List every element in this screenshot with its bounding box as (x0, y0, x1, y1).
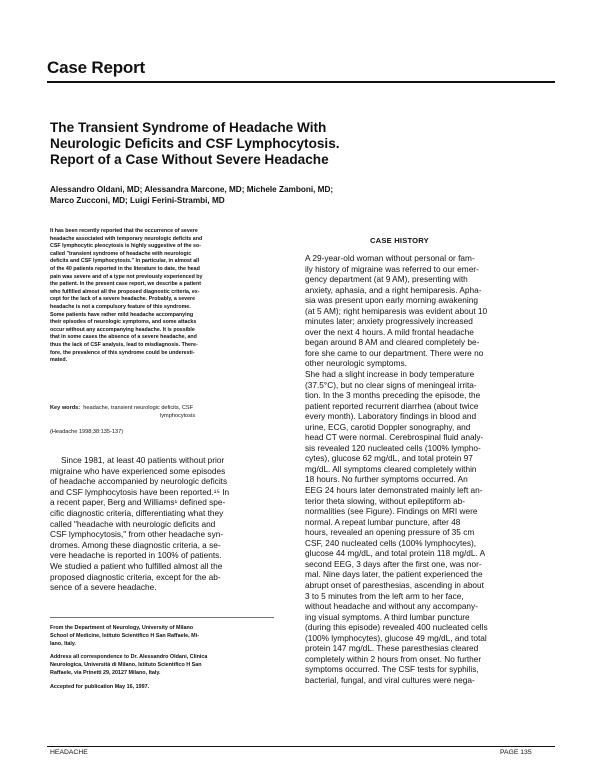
abstract-line: headache associated with temporary neurologic deficits and (50, 235, 203, 242)
case-line: 3 to 5 minutes from the left arm to her face, (305, 590, 464, 601)
abstract (50, 228, 274, 365)
abstract-line: the patient. In the present case report, we describe a patient (50, 281, 202, 288)
case-line: mg/dL. All symptoms cleared completely within (305, 463, 477, 474)
intro-line: of headache accompanied by neurologic deficits (50, 476, 228, 487)
footer-rule (47, 746, 555, 747)
abstract-line: who fulfilled almost all the proposed diagnostic criteria, ex- (50, 288, 200, 295)
abstract-line: that in some cases the absence of a severe headache, and (50, 334, 197, 341)
intro-line: cific diagnostic criteria, differentiating what they (50, 507, 224, 518)
case-line: abrupt onset of paresthesias, ascending in about (305, 579, 484, 590)
keywords-label: Key words: (50, 405, 81, 411)
intro-line: vere headache is reported in 100% of patients. (50, 550, 222, 561)
abstract-line: fore, the prevalence of this syndrome could be underesti- (50, 349, 195, 356)
authors (50, 184, 530, 206)
page-number: PAGE 135 (500, 749, 532, 756)
case-line: urine, ECG, carotid Doppler sonography, and (305, 421, 471, 432)
abstract-line: headache is not a compulsory feature of this syndrome. (50, 303, 191, 310)
case-history-body (305, 253, 555, 685)
abstract-line: CSF lymphocytic pleocytosis is highly suggestive of the so- (50, 243, 201, 250)
intro-line: proposed diagnostic criteria, except for the ab- (50, 571, 221, 582)
case-line: (100% lymphocytes), glucose 49 mg/dL, and total (305, 632, 487, 643)
article-title (50, 120, 470, 168)
footnote-line: From the Department of Neurology, University of Milano (50, 625, 194, 631)
case-line: tion. In the 3 months preceding the episode, the (305, 390, 481, 401)
abstract-line: their episodes of neurologic symptoms, and some attacks (50, 319, 197, 326)
abstract-line: pain was severe and of a type not previously experienced by (50, 273, 203, 280)
abstract-line: It has been recently reported that the occurrence of severe (50, 228, 198, 234)
case-line: began around 8 AM and cleared completely be- (305, 337, 480, 348)
case-line: (37.5°C), but no clear signs of meningeal irrita- (305, 379, 477, 390)
footnotes (50, 625, 274, 692)
intro-line: called "headache with neurologic deficits and (50, 518, 216, 529)
footnote-accepted: Accepted for publication May 16, 1997. (50, 683, 150, 690)
case-line: ing visual symptoms. A third lumbar puncture (305, 611, 470, 622)
top-rule (47, 81, 555, 83)
footnote-line: Address all correspondence to Dr. Alessandro Oldani, Clinica (50, 654, 208, 661)
case-line: ily history of migraine was referred to our emer- (305, 263, 479, 274)
case-line: 18 hours. No further symptoms occurred. An (305, 474, 468, 485)
intro-line: a recent paper, Berg and Williams¹ defined spe- (50, 497, 226, 508)
title-line: Neurologic Deficits and CSF Lymphocytosis. (50, 136, 340, 151)
introduction (50, 455, 274, 593)
intro-line: CSF lymphocytosis," from other headache syn- (50, 529, 224, 540)
footnote-divider (50, 617, 274, 618)
abstract-line: Some patients have rather mild headache accompanying (50, 311, 194, 318)
abstract-line: mated. (50, 357, 68, 364)
case-line: fore she came to our department. There were no (305, 347, 484, 358)
footnote-line: School of Medicine, Istituto Scientifico H San Raffaele, Mi- (50, 632, 199, 639)
case-line: (at 5 AM); right hemiparesis was evident about 10 (305, 305, 488, 316)
case-line: A 29-year-old woman without personal or fam- (305, 253, 475, 263)
authors-line: Alessandro Oldani, MD; Alessandra Marcone, MD; Michele Zamboni, MD; (50, 185, 334, 194)
authors-line: Marco Zucconi, MD; Luigi Ferini-Strambi, MD (50, 196, 225, 205)
case-line: patient reported recurrent diarrhea (about twice (305, 400, 479, 411)
keywords-text: headache, transient neurologic deficits, CSF (83, 405, 194, 411)
case-line: every month). Laboratory findings in blood and (305, 411, 477, 422)
case-line: (during this episode) revealed 400 nucleated cells (305, 622, 488, 633)
abstract-line: called "transient syndrome of headache with neurologic (50, 250, 192, 257)
footnote-line: Raffaele, via Prinetti 29, 20127 Milano, Italy. (50, 669, 161, 676)
case-line: EEG 24 hours later demonstrated mainly left an- (305, 485, 483, 496)
intro-line: We studied a patient who fulfilled almost all the (50, 560, 223, 571)
case-history-heading: CASE HISTORY (370, 236, 429, 245)
intro-line: migraine who have experienced some episodes (50, 465, 226, 476)
abstract-line: cept for the lack of a severe headache. Probably, a severe (50, 296, 196, 303)
case-line: cytes), glucose 62 mg/dL, and total protein 97 (305, 453, 473, 464)
case-line: glucose 44 mg/dL, and total protein 118 mg/dL. A (305, 548, 486, 559)
abstract-line: thus the lack of CSF analysis, lead to misdiagnosis. There- (50, 341, 198, 348)
abstract-line: of the 40 patients reported in the literature to date, the head (50, 265, 200, 272)
case-line: mal. Nine days later, the patient experienced the (305, 569, 483, 580)
keywords (50, 404, 274, 420)
title-line: The Transient Syndrome of Headache With (50, 120, 327, 135)
case-line: head CT were normal. Cerebrospinal fluid analy- (305, 432, 484, 443)
case-line: other neurologic symptoms. (305, 358, 407, 369)
case-line: normal. A repeat lumbar puncture, after 48 (305, 516, 461, 527)
case-line: sia was present upon early morning awakening (305, 295, 478, 306)
case-line: minutes later; anxiety progressively increased (305, 316, 473, 327)
case-line: She had a slight increase in body temperature (305, 369, 475, 380)
case-line: CSF, 240 nucleated cells (100% lymphocytes), (305, 537, 477, 548)
intro-line: dromes. Among these diagnostic criteria, a se- (50, 539, 221, 550)
footnote-line: Neurologica, Università di Milano, Istituto Scientifico H San (50, 662, 202, 669)
intro-line: sence of a severe headache. (50, 582, 157, 593)
abstract-line: occur without any accompanying headache. It is possible (50, 326, 195, 333)
case-line: bacterial, fungal, and viral cultures were nega- (305, 674, 475, 685)
section-label: Case Report (47, 58, 145, 77)
intro-line: and CSF lymphocytosis have been reported.¹⁵ In (50, 486, 230, 497)
title-line: Report of a Case Without Severe Headache (50, 152, 329, 167)
case-line: second EEG, 3 days after the first one, was nor- (305, 558, 482, 569)
intro-line: Since 1981, at least 40 patients without prior (61, 455, 225, 465)
case-line: over the next 4 hours. A mild frontal headache (305, 326, 474, 337)
case-line: protein 147 mg/dL. These paresthesias cleared (305, 643, 479, 654)
citation: (Headache 1998;38:135-137) (50, 429, 124, 435)
case-line: completely within 2 hours from onset. No further (305, 653, 482, 664)
case-line: terior theta slowing, without epileptiform ab- (305, 495, 466, 506)
abstract-line: deficits and CSF lymphocytosis." In particular, in almost all (50, 258, 200, 265)
journal-name: HEADACHE (50, 749, 88, 756)
keywords-text-cont: lymphocytosis (160, 413, 196, 419)
case-line: anxiety, aphasia, and a right hemiparesis. Apha- (305, 284, 482, 295)
footnote-line: lano, Italy. (50, 640, 76, 647)
case-line: hours, revealed an opening pressure of 35 cm (305, 527, 475, 538)
case-line: symptoms occurred. The CSF tests for syphilis, (305, 664, 479, 675)
case-line: sis revealed 120 nucleated cells (100% lympho- (305, 442, 481, 453)
case-line: normalities (see Figure). Findings on MRI were (305, 506, 478, 517)
case-line: gency department (at 9 AM), presenting with (305, 274, 468, 285)
case-line: without headache and without any accompany- (305, 601, 478, 612)
